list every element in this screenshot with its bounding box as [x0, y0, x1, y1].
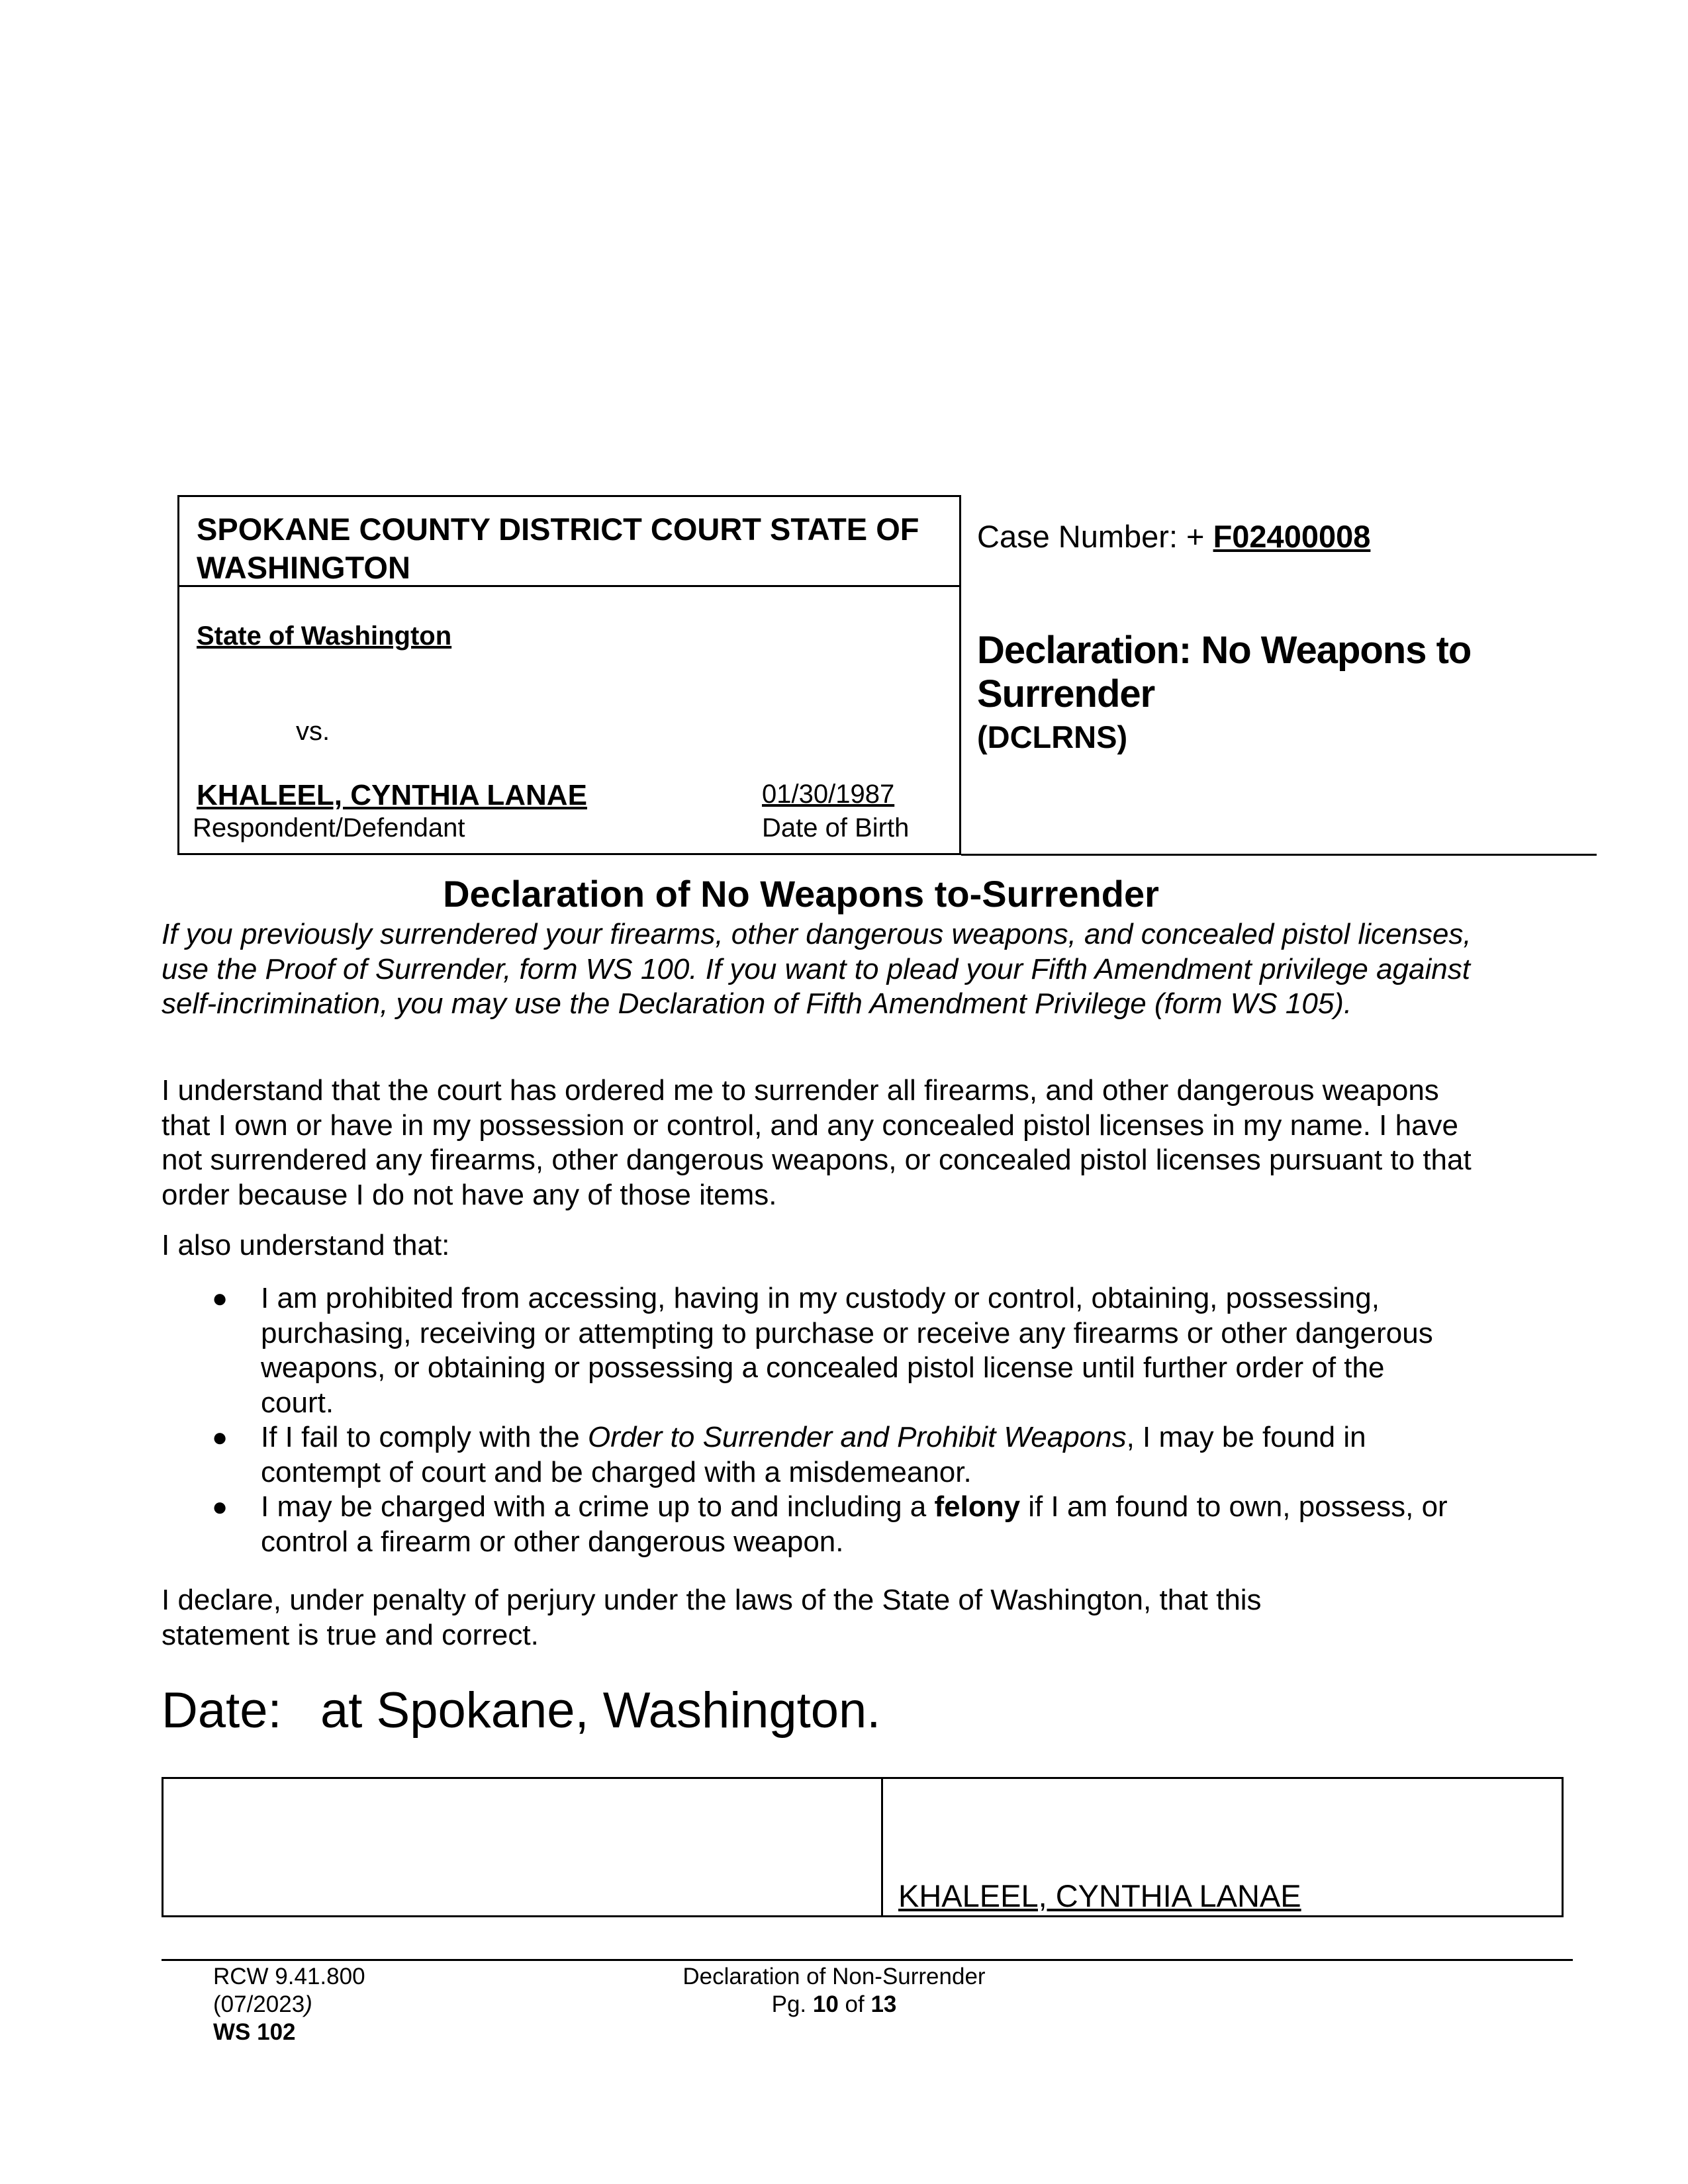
- perjury-declaration: I declare, under penalty of perjury under the laws of the State of Washington, that this statement is true and correct.: [162, 1584, 1262, 1651]
- list-item: ● I may be charged with a crime up to and including a felony if I am found to own, possess, or control a firearm or other dangerous weapon.: [212, 1490, 1448, 1558]
- caption-rule: [961, 854, 1597, 856]
- revision-date: (07/2023): [213, 1991, 312, 2017]
- also-understand-paragraph: I also understand that:: [162, 1229, 450, 1261]
- case-number: [977, 518, 1370, 556]
- form-title-line2: Surrender: [977, 672, 1155, 715]
- caption-box: [177, 495, 961, 855]
- bullet-text-pre: I may be charged with a crime up to and including a: [261, 1490, 935, 1523]
- plaintiff-name: State of Washington: [197, 621, 452, 651]
- intro-instructions: If you previously surrendered your firearms, other dangerous weapons, and concealed pistol licenses, use the Proof of Surrender, form WS 100. If you want to plead your Fifth Amendment privilege against self-incrimination, you may use the Declaration of Fifth Amendment Privilege (form WS 105).: [162, 918, 1472, 1020]
- form-title-line1: Declaration: No Weapons to: [977, 629, 1472, 672]
- understanding-paragraph: I understand that the court has ordered me to surrender all firearms, and other dangerous weapons that I own or have in my possession or control, and any concealed pistol licenses in my name. I have not surrendered any firearms, other dangerous weapons, or concealed pistol licenses pursuant to that order because I do not have any of those items.: [162, 1074, 1472, 1211]
- date-place: at Spokane, Washington.: [320, 1682, 881, 1739]
- signature-divider: [881, 1779, 883, 1915]
- defendant-role: Respondent/Defendant: [193, 813, 465, 842]
- form-code: (DCLRNS): [977, 719, 1128, 754]
- versus-label: vs.: [296, 717, 330, 746]
- bullet-felony: felony: [934, 1490, 1021, 1523]
- list-item: ● I am prohibited from accessing, having in my custody or control, obtaining, possessing, purchasing, receiving or attempting to purchase or receive any firearms or other dangerous weapons, or obtaining or possessing a concealed pistol license until further order of the court.: [212, 1282, 1433, 1419]
- page-heading: Declaration of No Weapons to-Surrender: [443, 873, 1159, 915]
- case-number-label: Case Number: +: [977, 519, 1213, 554]
- signature-box: [162, 1777, 1564, 1917]
- rcw-citation: RCW 9.41.800: [213, 1964, 365, 1989]
- date-of-birth: 01/30/1987: [762, 780, 895, 809]
- bullet-order-title: Order to Surrender and Prohibit Weapons: [587, 1421, 1127, 1453]
- list-item: ● If I fail to comply with the Order to Surrender and Prohibit Weapons, I may be found in contempt of court and be charged with a misdemeanor.: [212, 1421, 1366, 1488]
- bullet-text-pre: If I fail to comply with the: [261, 1421, 588, 1453]
- signer-name: KHALEEL, CYNTHIA LANAE: [898, 1878, 1301, 1913]
- footer-left: [213, 1963, 365, 2046]
- footer-center: [662, 1963, 1006, 2019]
- bullet-text-post: if I am found to own, possess, or control a firearm or other dangerous weapon.: [261, 1490, 1448, 1558]
- date-label: Date:: [162, 1682, 282, 1739]
- bullet-text: I am prohibited from accessing, having in my custody or control, obtaining, possessing, purchasing, receiving or attempting to purchase or receive any firearms or other dangerous weapons, or obtaining or possessing a concealed pistol license until further order of the court.: [261, 1282, 1433, 1419]
- footer-title: Declaration of Non-Surrender: [682, 1964, 986, 1989]
- form-id: WS 102: [213, 2019, 296, 2045]
- case-number-value: F02400008: [1213, 519, 1371, 554]
- date-of-birth-label: Date of Birth: [762, 813, 910, 842]
- conditions-list: [162, 1281, 1459, 1559]
- form-title: [977, 629, 1471, 716]
- footer-rule: [162, 1959, 1573, 1961]
- bullet-text-post: , I may be found in contempt of court and be charged with a misdemeanor.: [261, 1421, 1366, 1488]
- page-number: Pg. 10 of 13: [771, 1991, 897, 2017]
- court-name: SPOKANE COUNTY DISTRICT COURT STATE OF WASHINGTON: [179, 497, 959, 587]
- date-line: [162, 1681, 880, 1741]
- defendant-name: KHALEEL, CYNTHIA LANAE: [197, 779, 587, 811]
